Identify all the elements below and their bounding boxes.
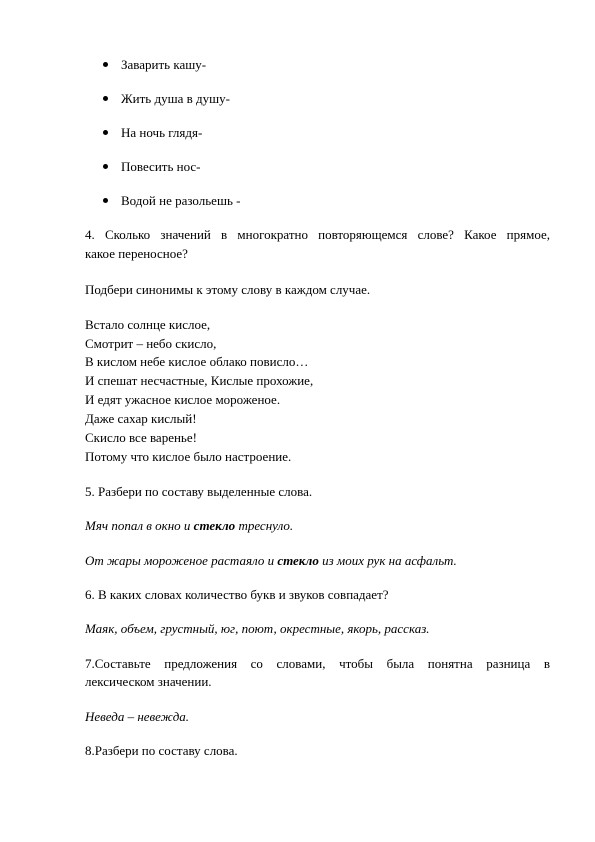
task6-words: Маяк, объем, грустный, юг, поют, окрестные, якорь, рассказ. [85,621,430,636]
task7-line2: лексическом значении. [85,674,212,689]
task5-title: 5. Разбери по составу выделенные слова. [85,484,313,499]
task7-words: Неведа – невежда. [85,709,190,724]
poem-line: Встало солнце кислое, [85,317,211,332]
highlighted-word: стекло [193,518,236,533]
poem-line: Потому что кислое было настроение. [85,449,292,464]
list-item: Водой не разольешь - [121,193,241,208]
task4-question-line1: 4. Сколько значений в многократно повторяющемся слове? Какое прямое, [85,227,550,242]
poem-line: Даже сахар кислый! [85,411,197,426]
bullet-dot-icon [103,62,108,67]
task5-sentence-2 [85,553,457,569]
list-item: На ночь глядя- [121,125,203,140]
task4-question-line2: какое переносное? [85,246,188,261]
task5-sentence-1 [85,518,293,534]
highlighted-word: стекло [277,553,319,568]
bullet-dot-icon [103,96,108,101]
bullet-dot-icon [103,198,108,203]
sentence-text: треснуло. [235,518,294,533]
task8-title: 8.Разбери по составу слова. [85,743,238,758]
poem-line: Скисло все варенье! [85,430,197,445]
list-item: Жить душа в душу- [121,91,230,106]
poem-line: В кислом небе кислое облако повисло… [85,354,309,369]
bullet-dot-icon [103,164,108,169]
poem-line: И спешат несчастные, Кислые прохожие, [85,373,314,388]
task6-title: 6. В каких словах количество букв и звуков совпадает? [85,587,389,602]
bullet-dot-icon [103,130,108,135]
sentence-text: Мяч попал в окно и [85,518,194,533]
poem-line: И едят ужасное кислое мороженое. [85,392,281,407]
sentence-text: из моих рук на асфальт. [318,553,457,568]
sentence-text: От жары мороженое растаяло и [85,553,278,568]
task7-line1: 7.Составьте предложения со словами, чтобы была понятна разница в [85,656,550,671]
list-item: Заварить кашу- [121,57,207,72]
task4-instruction: Подбери синонимы к этому слову в каждом случае. [85,282,371,297]
list-item: Повесить нос- [121,159,201,174]
poem-line: Смотрит – небо скисло, [85,336,217,351]
